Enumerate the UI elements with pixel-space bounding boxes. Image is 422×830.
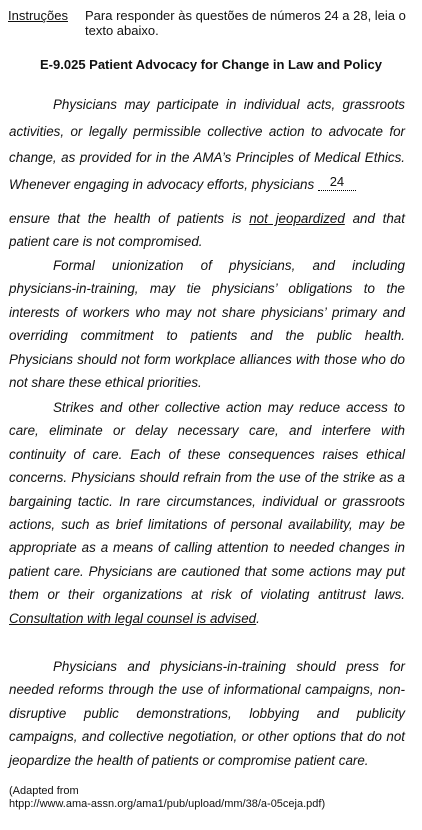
paragraph-2-text: Formal unionization of physicians, and including physicians-in-training, may tie physicians’ obligations to the interests of workers who may not share physicians’ primary and overriding commitment to patients and the public health. Physicians should not form workplace alliances with those who do not share these ethical priorities. <box>9 258 405 391</box>
paragraph-4-text: Physicians and physicians-in-training should press for needed reforms through the use of informational campaigns, non-disruptive public demonstrations, lobbying and publicity campaigns, and collective negotiation, or other options that do not jeopardize the health of patients or compromise patient care. <box>9 659 405 768</box>
instructions-label: Instruções <box>8 8 68 23</box>
blank-24 <box>318 173 356 191</box>
paragraph-1-text: Physicians may participate in individual acts, grassroots activities, or legally permissible collective action to advocate for change, as provided for in the AMA’s Principles of Medical Ethics. Whenever engaging in advocacy efforts, physicians <box>9 97 405 192</box>
paragraph-1 <box>9 92 405 198</box>
paragraph-4 <box>9 655 405 772</box>
paragraph-3 <box>9 396 405 630</box>
text-title: E-9.025 Patient Advocacy for Change in Law and Policy <box>40 57 382 72</box>
paragraph-2 <box>9 254 405 394</box>
paragraph-3-text: Strikes and other collective action may reduce access to care, eliminate or delay necessary care, and interfere with continuity of care. Each of these consequences raises ethical concerns. Physicians should refrain from the use of the strike as a bargaining tactic. In rare circumstances, individual or grassroots actions, such as brief limitations of personal availability, may be appropriate as a means of calling attention to needed changes in patient care. Physicians are cautioned that some actions may put them or their organizations at risk of violating antitrust laws. <box>9 400 405 603</box>
underlined-not-jeopardized: not jeopardized <box>249 211 345 226</box>
paragraph-1-continuation-b: and that patient care is not compromised. <box>9 211 405 250</box>
paragraph-3-end: . <box>256 610 260 626</box>
source-citation <box>9 785 325 811</box>
paragraph-1-continuation <box>9 207 405 254</box>
source-line-2: htpp://www.ama-assn.org/ama1/pub/upload/mm/38/a-05ceja.pdf) <box>9 798 326 810</box>
paragraph-1-continuation-a: ensure that the health of patients is <box>9 211 242 226</box>
underlined-legal-counsel: Consultation with legal counsel is advised <box>9 610 257 626</box>
instructions-text: Para responder às questões de números 24 a 28, leia o texto abaixo. <box>85 8 406 38</box>
blank-number: 24 <box>329 173 345 189</box>
source-line-1: (Adapted from <box>9 785 79 797</box>
